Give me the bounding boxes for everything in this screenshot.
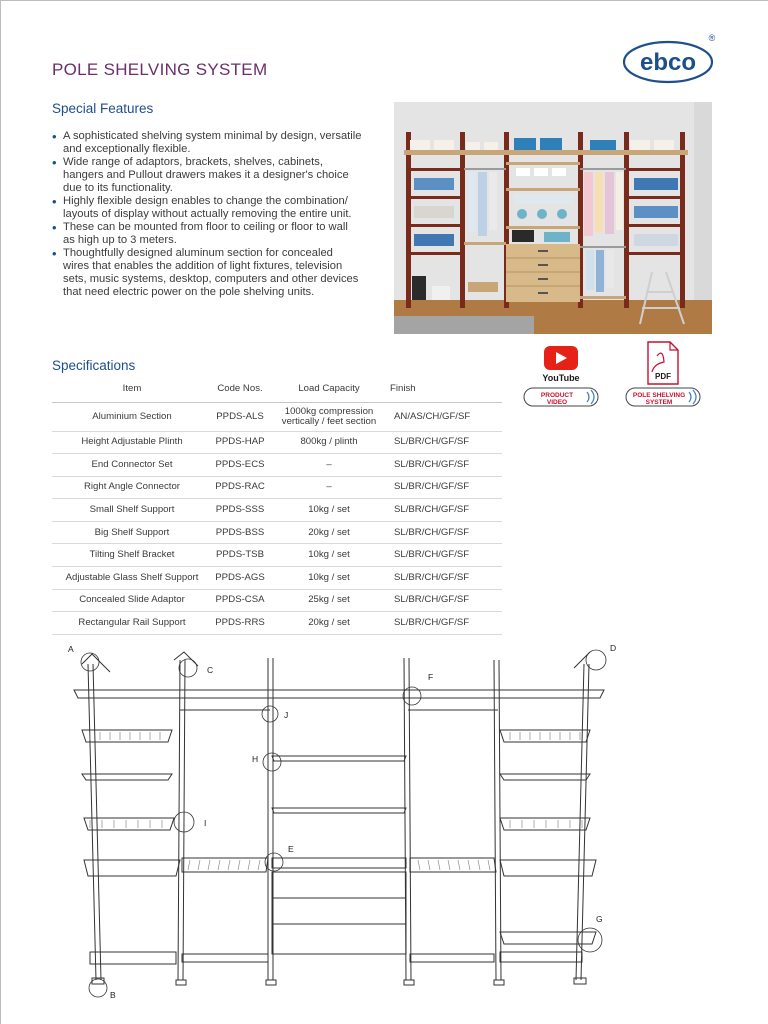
table-row [52, 567, 502, 590]
callout-j: J [284, 710, 289, 720]
code-cell: PPDS-SSS [212, 499, 268, 522]
item-cell: Big Shelf Support [52, 521, 212, 544]
callout-f: F [428, 672, 434, 682]
load-cell: 10kg / set [268, 499, 390, 522]
load-line: vertically / feet section [281, 415, 377, 427]
product-video-link[interactable] [516, 340, 606, 412]
table-row [52, 454, 502, 477]
caption-line: SYSTEM [645, 399, 673, 406]
code-cell: PPDS-TSB [212, 544, 268, 567]
features-list [52, 130, 362, 299]
table-row [52, 476, 502, 499]
column-header: Code Nos. [212, 376, 268, 402]
table-row [52, 521, 502, 544]
wardrobe-photo [394, 102, 712, 334]
item-cell: Aluminium Section [52, 402, 212, 431]
caption-line: PRODUCT [540, 392, 574, 399]
pdf-label: PDF [655, 372, 671, 381]
table-row [52, 589, 502, 612]
ebco-logo [620, 30, 720, 86]
table-row [52, 544, 502, 567]
item-cell: Adjustable Glass Shelf Support [52, 567, 212, 590]
code-cell: PPDS-ALS [212, 402, 268, 431]
finish-cell: SL/BR/CH/GF/SF [390, 454, 502, 477]
column-header: Item [52, 376, 212, 402]
table-row [52, 499, 502, 522]
code-cell: PPDS-ECS [212, 454, 268, 477]
specifications-table [52, 376, 502, 635]
load-cell: 800kg / plinth [268, 431, 390, 454]
page-title: POLE SHELVING SYSTEM [52, 60, 268, 79]
column-header: Load Capacity [268, 376, 390, 402]
code-cell: PPDS-RAC [212, 476, 268, 499]
caption-line: VIDEO [546, 399, 568, 406]
finish-cell: SL/BR/CH/GF/SF [390, 612, 502, 635]
load-cell: – [268, 454, 390, 477]
product-video-caption [524, 392, 590, 406]
shelving-line-drawing [60, 640, 620, 1004]
load-cell: 25kg / set [268, 589, 390, 612]
code-cell: PPDS-AGS [212, 567, 268, 590]
callout-d: D [610, 643, 617, 653]
logo-text: ebco [639, 49, 697, 76]
finish-cell: AN/AS/CH/GF/SF [390, 402, 502, 431]
finish-cell: SL/BR/CH/GF/SF [390, 431, 502, 454]
finish-cell: SL/BR/CH/GF/SF [390, 499, 502, 522]
callout-h: H [252, 754, 259, 764]
pdf-caption [626, 392, 692, 406]
feature-item: • These can be mounted from floor to ceiling or floor to wall as high up to 3 meters. [52, 221, 362, 247]
load-cell [268, 402, 390, 431]
load-line: 1000kg compression [284, 405, 374, 417]
code-cell: PPDS-RRS [212, 612, 268, 635]
feature-item: • Highly flexible design enables to change the combination/ layouts of display without actually removing the entire unit. [52, 195, 362, 221]
table-header-row [52, 376, 502, 402]
callout-e: E [288, 844, 294, 854]
callout-c: C [207, 665, 214, 675]
code-cell: PPDS-BSS [212, 521, 268, 544]
callout-b: B [110, 990, 116, 1000]
callout-i: I [204, 818, 207, 828]
code-cell: PPDS-CSA [212, 589, 268, 612]
finish-cell: SL/BR/CH/GF/SF [390, 567, 502, 590]
callout-g: G [596, 914, 603, 924]
table-row [52, 431, 502, 454]
load-cell: 20kg / set [268, 521, 390, 544]
item-cell: Right Angle Connector [52, 476, 212, 499]
feature-item: • A sophisticated shelving system minimal by design, versatile and exceptionally flexible. [52, 130, 362, 156]
callout-a: A [68, 644, 74, 654]
finish-cell: SL/BR/CH/GF/SF [390, 544, 502, 567]
youtube-label: YouTube [542, 373, 580, 383]
feature-item: • Thoughtfully designed aluminum section for concealed wires that enables the addition of light fixtures, television sets, music systems, desktop, computers and other devices that need electric power on the pole shelving units. [52, 247, 362, 299]
finish-cell: SL/BR/CH/GF/SF [390, 589, 502, 612]
item-cell: End Connector Set [52, 454, 212, 477]
feature-item: • Wide range of adaptors, brackets, shelves, cabinets, hangers and Pullout drawers makes it a designer's choice due to its functionality. [52, 156, 362, 195]
brochure-pdf-link[interactable] [618, 340, 708, 412]
load-cell: – [268, 476, 390, 499]
finish-cell: SL/BR/CH/GF/SF [390, 521, 502, 544]
code-cell: PPDS-HAP [212, 431, 268, 454]
load-cell: 10kg / set [268, 567, 390, 590]
item-cell: Small Shelf Support [52, 499, 212, 522]
registered-mark: ® [708, 33, 716, 43]
item-cell: Concealed Slide Adaptor [52, 589, 212, 612]
caption-line: POLE SHELVING [632, 392, 686, 399]
table-row [52, 402, 502, 431]
item-cell: Tilting Shelf Bracket [52, 544, 212, 567]
item-cell: Rectangular Rail Support [52, 612, 212, 635]
item-cell: Height Adjustable Plinth [52, 431, 212, 454]
table-row [52, 612, 502, 635]
finish-cell: SL/BR/CH/GF/SF [390, 476, 502, 499]
specifications-heading: Specifications [52, 358, 136, 373]
load-cell: 10kg / set [268, 544, 390, 567]
features-heading: Special Features [52, 101, 154, 116]
column-header: Finish [390, 376, 502, 402]
load-cell: 20kg / set [268, 612, 390, 635]
